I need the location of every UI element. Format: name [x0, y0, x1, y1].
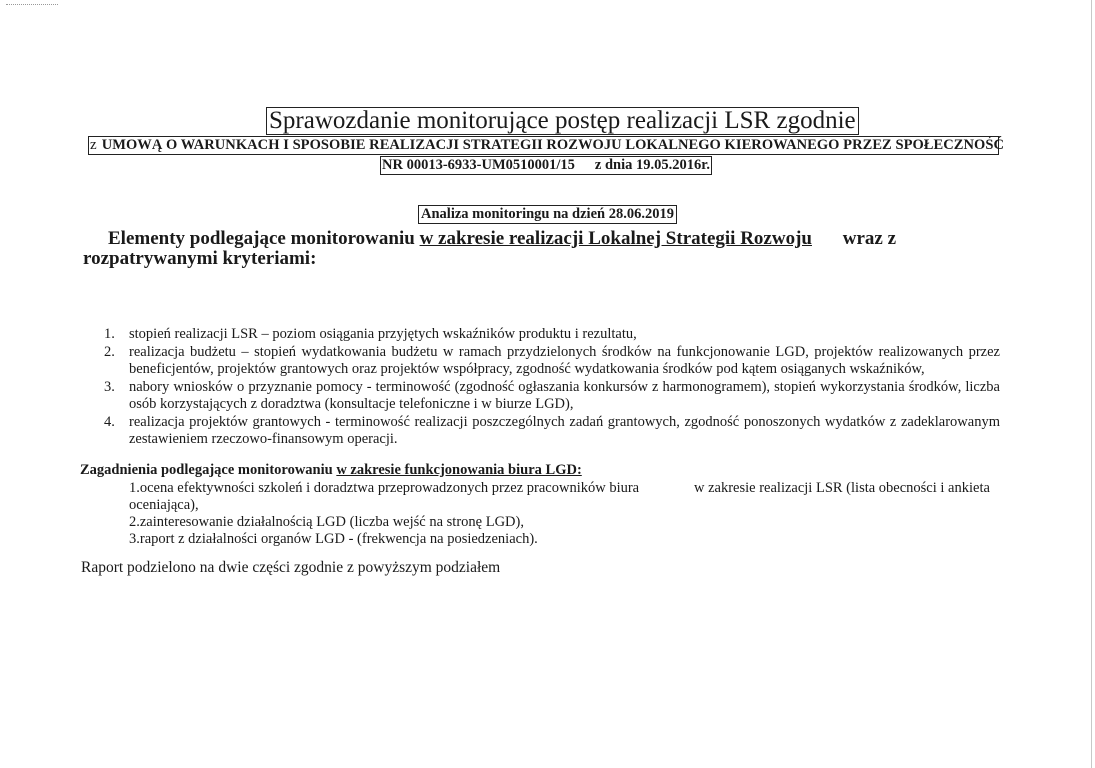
agreement-title — [88, 136, 1004, 155]
list-number: 1. — [104, 326, 115, 342]
office-issues-heading-scope: w zakresie funkcjonowania biura LGD: — [336, 462, 582, 478]
list-text: realizacja budżetu – stopień wydatkowania budżetu w ramach przydzielonych środków na funkcjonowanie LGD, projektów realizowanych przez beneficjentów, projektów grantowych oraz projektów współpracy, zgodność wydatkowania środków pod kątem osiąganych wskaźników, — [129, 344, 1000, 377]
elements-heading-part3: wraz z rozpatrywanymi kryteriami: — [83, 228, 897, 269]
list-text: realizacja projektów grantowych - terminowość realizacji poszczególnych zadań grantowych, zgodność ponoszonych wydatków z zadeklarowanym zestawieniem rzeczowo-finansowym operacji. — [129, 414, 1000, 447]
analysis-date: Analiza monitoringu na dzień 28.06.2019 — [418, 205, 677, 224]
agreement-name: UMOWĄ O WARUNKACH I SPOSOBIE REALIZACJI STRATEGII ROZWOJU LOKALNEGO KIEROWANEGO PRZEZ SPOŁECZNOŚĆ — [101, 137, 1004, 153]
office-issue-1-right: w zakresie realizacji LSR (lista obecności i ankieta — [694, 480, 990, 496]
office-issue-2: 2.zainteresowanie działalnością LGD (liczba wejść na stronę LGD), — [129, 514, 524, 530]
list-item — [100, 344, 1000, 378]
agreement-prefix: z — [90, 137, 97, 153]
office-issue-1-cont: oceniająca), — [129, 497, 199, 513]
agreement-number-box — [380, 156, 712, 175]
elements-heading-part1: Elementy podlegające monitorowaniu — [108, 228, 415, 249]
office-issues-list — [129, 480, 1009, 548]
office-issue-3: 3.raport z działalności organów LGD - (frekwencja na posiedzeniach). — [129, 531, 538, 547]
office-issues-heading-part1: Zagadnienia podlegające monitorowaniu — [80, 462, 333, 478]
list-number: 4. — [104, 414, 115, 430]
list-item — [100, 379, 1000, 413]
office-issues-heading — [80, 462, 582, 479]
office-issue-1-left: 1.ocena efektywności szkoleń i doradztwa przeprowadzonych przez pracowników biura — [129, 480, 640, 496]
agreement-number: NR 00013-6933-UM0510001/15 — [382, 157, 575, 173]
elements-heading-scope: w zakresie realizacji Lokalnej Strategii Rozwoju — [419, 228, 812, 249]
list-item — [100, 326, 1000, 343]
report-title: Sprawozdanie monitorujące postęp realizacji LSR zgodnie — [266, 107, 859, 135]
office-issue-1 — [129, 480, 1009, 497]
list-number: 3. — [104, 379, 115, 395]
elements-heading — [83, 229, 1003, 269]
agreement-number-line — [380, 156, 712, 175]
scan-artifact — [6, 4, 58, 9]
list-number: 2. — [104, 344, 115, 360]
list-text: nabory wniosków o przyznanie pomocy - terminowość (zgodność ogłaszania konkursów z harmonogramem), stopień wykorzystania środków, liczba osób korzystających z doradztwa (konsultacje telefoniczne i w biurze LGD), — [129, 379, 1000, 412]
page-edge — [1091, 0, 1092, 768]
list-item — [100, 414, 1000, 448]
report-division-note: Raport podzielono na dwie części zgodnie z powyższym podziałem — [81, 559, 501, 576]
list-text: stopień realizacji LSR – poziom osiągania przyjętych wskaźników produktu i rezultatu, — [129, 326, 637, 342]
criteria-list — [100, 326, 1000, 449]
agreement-date: z dnia 19.05.2016r. — [594, 157, 710, 173]
